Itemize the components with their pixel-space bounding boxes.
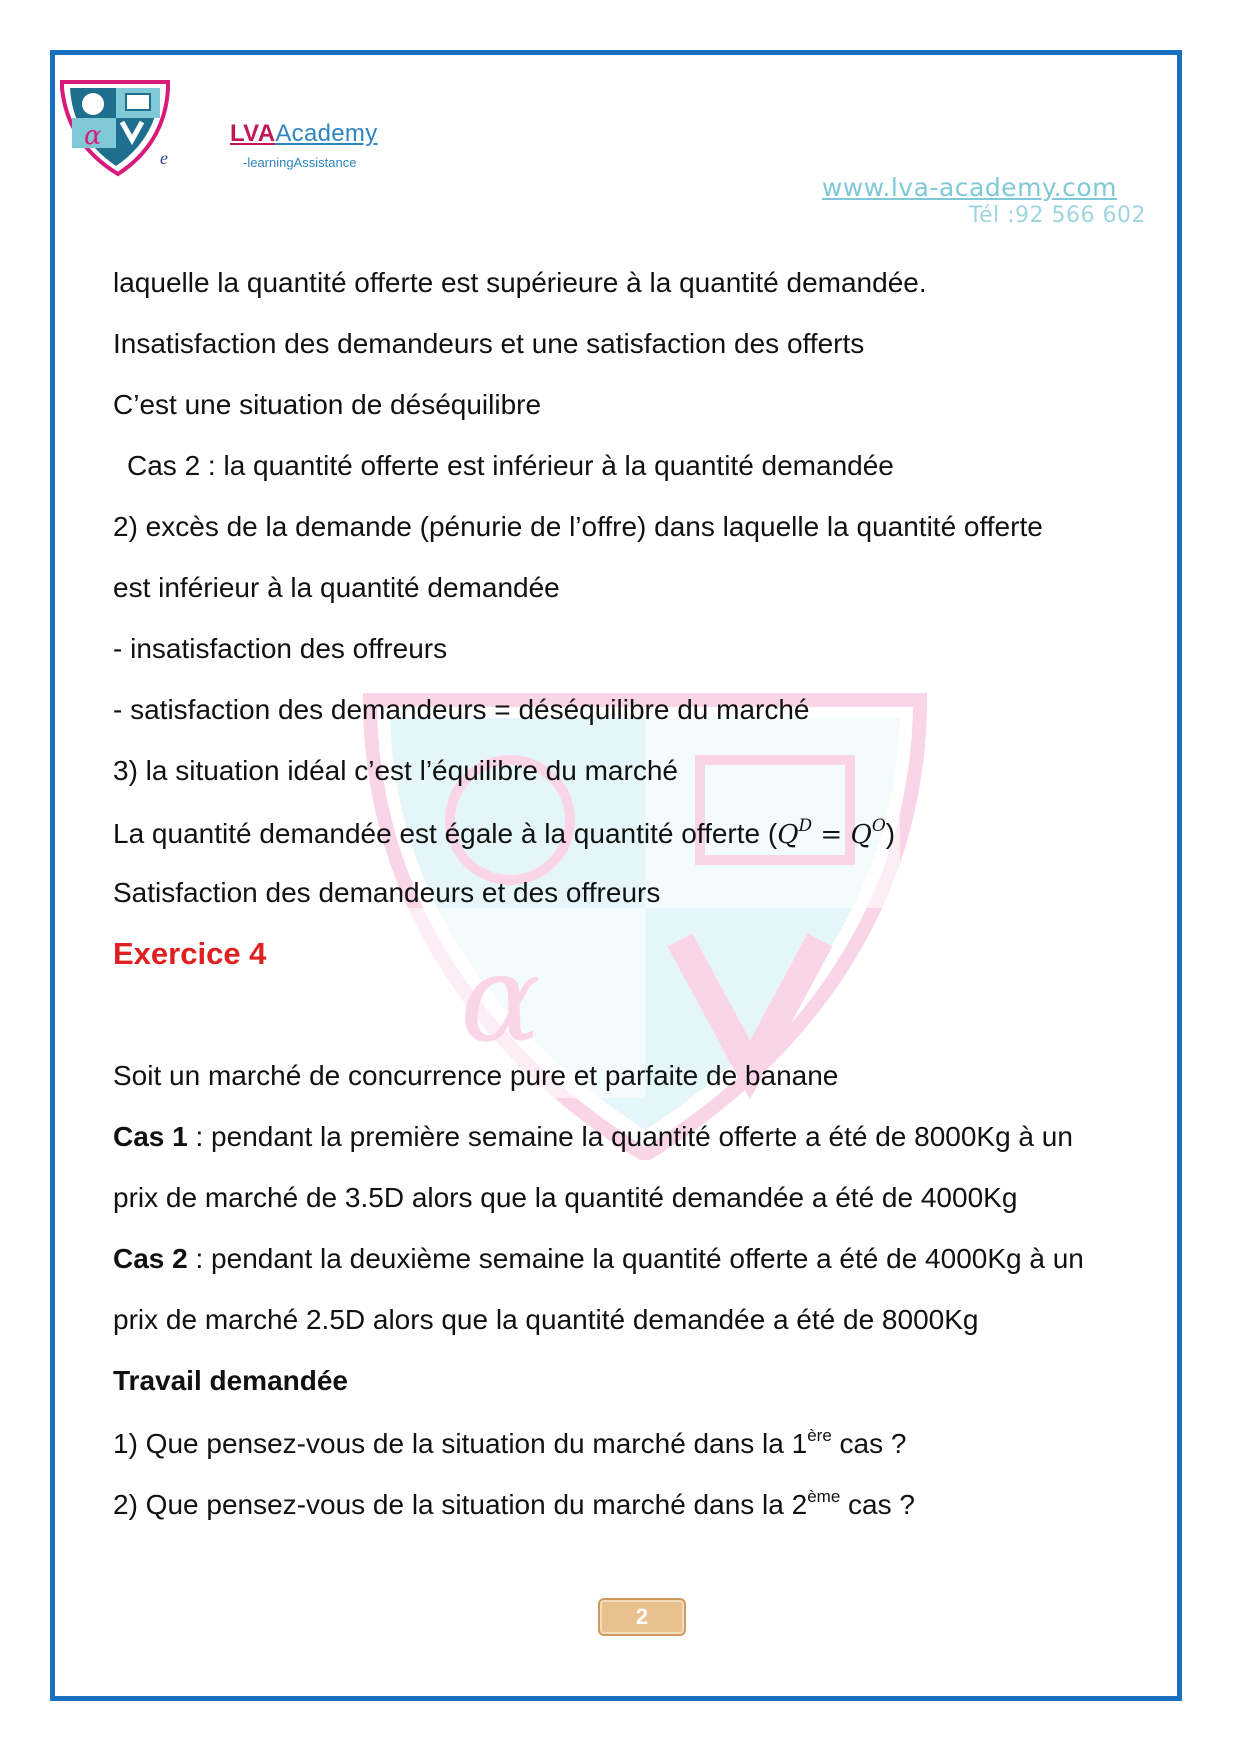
exercise-intro: Soit un marché de concurrence pure et parfaite de banane — [113, 1060, 839, 1091]
body-line-6: est inférieur à la quantité demandée — [113, 572, 560, 603]
body-line-1: laquelle la quantité offerte est supérieure à la quantité demandée. — [113, 267, 927, 298]
brand-tagline: -learningAssistance — [243, 155, 357, 170]
question-2-superscript: ème — [807, 1487, 841, 1506]
question-2 — [113, 1487, 915, 1521]
phone-number: Tél :92 566 602 — [968, 203, 1146, 228]
logo-e-letter: e — [160, 148, 168, 168]
brand-academy: Academy — [275, 120, 378, 147]
brand-name — [230, 120, 378, 148]
case1-label: Cas 1 — [113, 1121, 188, 1152]
brand-a: A — [257, 120, 276, 147]
satisfaction-line: Satisfaction des demandeurs et des offreurs — [113, 877, 661, 908]
equality-text: La quantité demandée est égale à la quantité offerte ( — [113, 818, 778, 849]
page-number-badge: 2 — [598, 1598, 686, 1636]
case1-continuation: prix de marché de 3.5D alors que la quantité demandée a été de 4000Kg — [113, 1182, 1018, 1213]
equality-close: ) — [885, 818, 896, 849]
case2-label: Cas 2 — [113, 1243, 188, 1274]
svg-text:α: α — [460, 930, 542, 1069]
case2-text: : pendant la deuxième semaine la quantité offerte a été de 4000Kg à un — [187, 1243, 1084, 1274]
work-heading: Travail demandée — [113, 1365, 349, 1396]
exercise-heading: Exercice 4 — [113, 936, 267, 971]
case2-continuation: prix de marché 2.5D alors que la quantité demandée a été de 8000Kg — [113, 1304, 979, 1335]
question-1-superscript: ère — [807, 1426, 832, 1445]
brand-lv: LV — [230, 120, 258, 147]
question-1-end: cas ? — [831, 1428, 907, 1459]
body-line-5: 2) excès de la demande (pénurie de l’offre) dans laquelle la quantité offerte — [113, 511, 1043, 542]
body-line-2: Insatisfaction des demandeurs et une satisfaction des offerts — [113, 328, 865, 359]
body-line-3: C’est une situation de déséquilibre — [113, 389, 542, 420]
body-line-9: 3) la situation idéal c’est l’équilibre du marché — [113, 755, 678, 786]
svg-text:α: α — [84, 121, 102, 151]
question-1 — [113, 1426, 906, 1460]
question-2-text: 2) Que pensez-vous de la situation du marché dans la 2 — [113, 1489, 808, 1520]
body-line-8: - satisfaction des demandeurs = déséquilibre du marché — [113, 694, 810, 725]
academy-logo-icon — [56, 78, 176, 178]
body-line-7: - insatisfaction des offreurs — [113, 633, 448, 664]
case1-text: : pendant la première semaine la quantité offerte a été de 8000Kg à un — [187, 1121, 1073, 1152]
website-link[interactable]: www.lva-academy.com — [821, 173, 1117, 202]
question-2-end: cas ? — [840, 1489, 915, 1520]
question-1-text: 1) Que pensez-vous de la situation du marché dans la 1 — [113, 1428, 808, 1459]
case1-line — [113, 1121, 1073, 1153]
case2-line — [113, 1243, 1084, 1275]
equality-line — [113, 816, 895, 850]
equality-formula: $Q^D = Q^O$ — [777, 816, 886, 850]
body-line-4: Cas 2 : la quantité offerte est inférieur à la quantité demandée — [127, 450, 894, 481]
